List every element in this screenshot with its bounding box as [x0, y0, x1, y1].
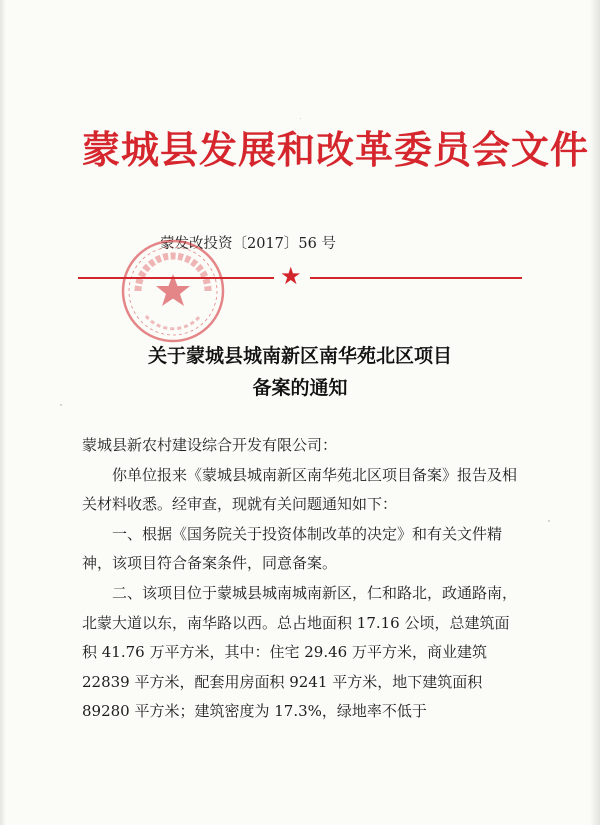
notice-title	[100, 340, 500, 404]
document-number: 蒙发改投资〔2017〕56 号	[160, 236, 336, 252]
recipient-line: 蒙城县新农村建设综合开发有限公司：	[82, 436, 338, 454]
seal-lower-arc	[146, 316, 200, 329]
red-star-icon: ★	[280, 262, 302, 290]
scan-edge-left	[0, 0, 6, 825]
scan-edge-right	[590, 0, 600, 825]
document-masthead: 蒙城县发展和改革委员会文件	[82, 128, 590, 172]
red-rule-left	[78, 277, 274, 279]
official-seal	[118, 236, 228, 346]
notice-title-line-1: 关于蒙城县城南新区南华苑北区项目	[147, 345, 452, 367]
body-paragraph-1: 你单位报来《蒙城县城南新区南华苑北区项目备案》报告及相关材料收悉。经审查，现就有关问题通知如下：	[82, 465, 518, 514]
notice-title-line-2: 备案的通知	[252, 377, 348, 399]
red-rule-right	[310, 277, 522, 279]
notice-body	[82, 431, 522, 727]
body-paragraph-3: 二、该项目位于蒙城县城南城南新区，仁和路北，政通路南，北蒙大道以东，南华路以西。总占地面积 17.16 公顷，总建筑面积 41.76 万平方米，其中：住宅 29.46 万平方米，商业建筑 22839 平方米，配套用房面积 9241 平方米，地下建筑面积 89280 平方米；建筑密度为 17.3%，绿地率不低于	[82, 583, 518, 721]
body-paragraph-2: 一、根据《国务院关于投资体制改革的决定》和有关文件精神，该项目符合备案条件，同意备案。	[82, 524, 503, 573]
